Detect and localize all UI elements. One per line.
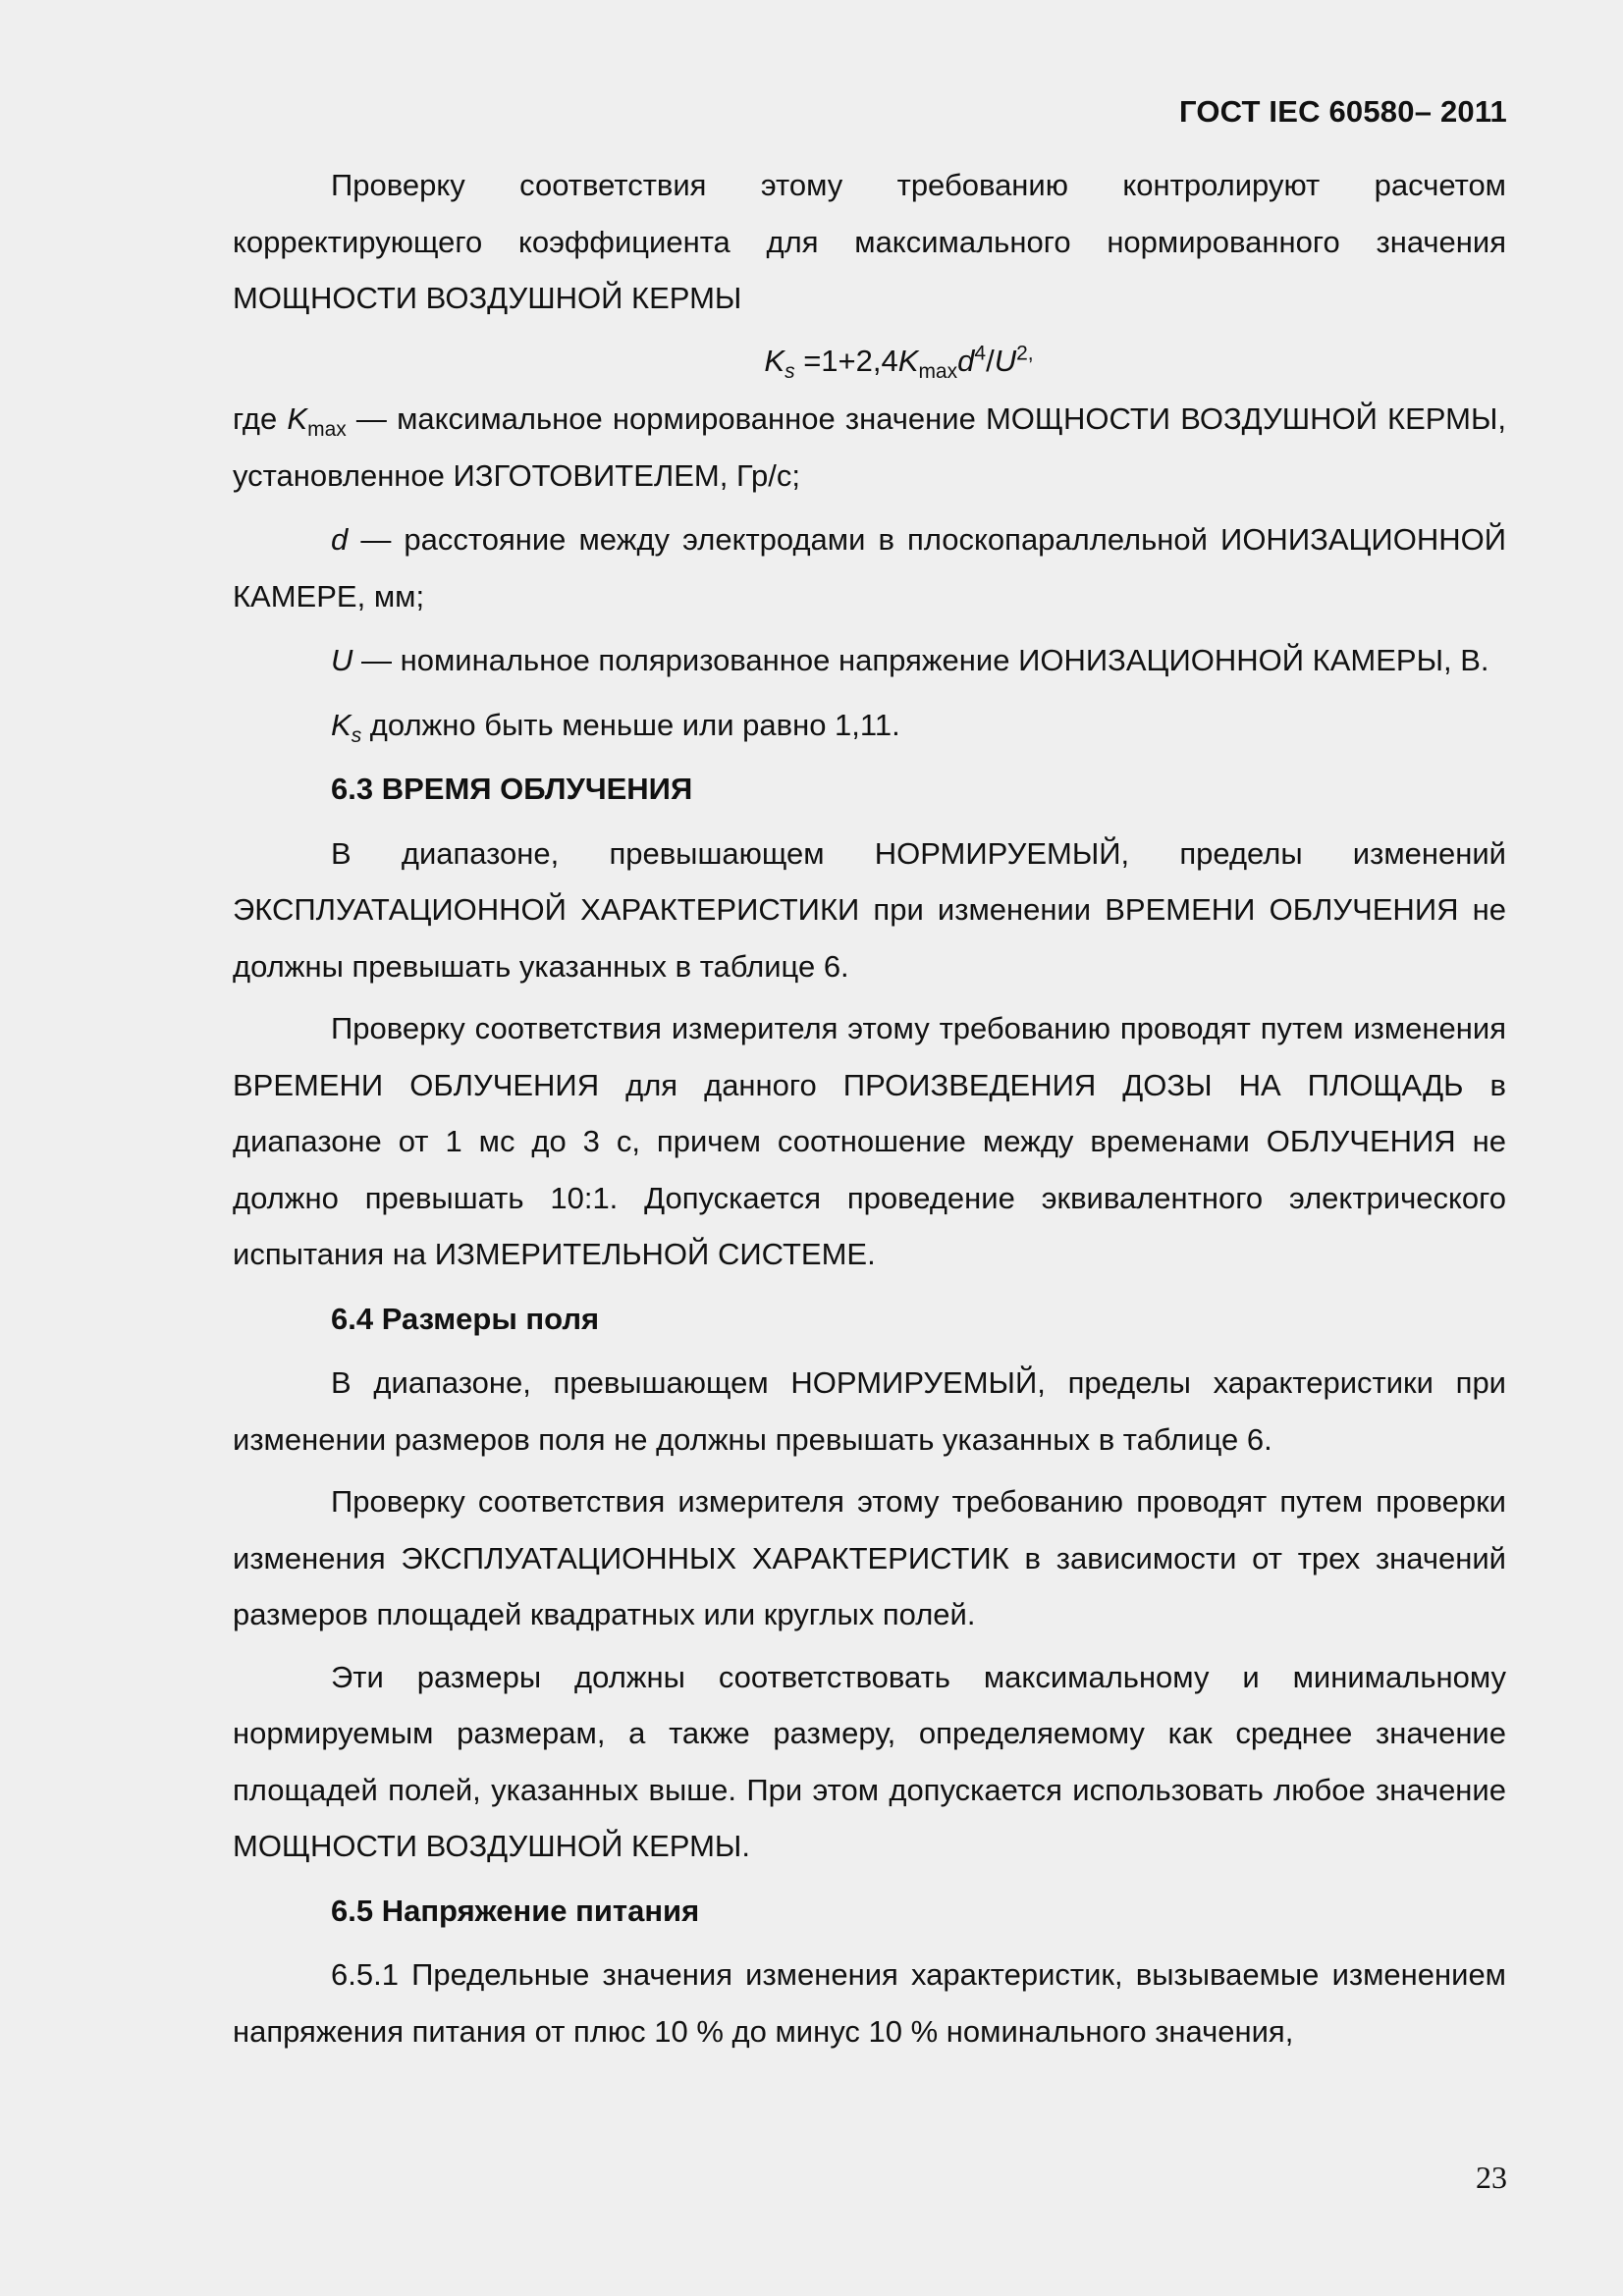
formula-kmax: K — [897, 343, 919, 378]
formula-u: U — [994, 343, 1017, 378]
correction-factor-formula — [233, 333, 1506, 390]
ks-condition: $K_s$ должно быть меньше или равно 1,11. — [331, 707, 900, 747]
paragraph-6-3-limits: В диапазоне, превышающем НОРМИРУЕМЫЙ, пределы изменений ЭКСПЛУАТАЦИОННОЙ ХАРАКТЕРИСТИКИ при изменении ВРЕМЕНИ ОБЛУЧЕНИЯ не должны превышать указанных в таблице 6. — [233, 835, 1506, 984]
formula-u-sup: 2, — [1016, 342, 1034, 365]
definition-d: d — расстояние между электродами в плоскопараллельной ИОНИЗАЦИОННОЙ КАМЕРЕ, мм; — [233, 522, 1506, 614]
page-number: 23 — [1476, 2160, 1507, 2195]
document-header: ГОСТ IEC 60580– 2011 — [1178, 94, 1507, 129]
formula-slash: / — [986, 343, 995, 378]
paragraph-6-5-1: 6.5.1 Предельные значения изменения характеристик, вызываемые изменением напряжения питания от плюс 10 % до минус 10 % номинального значения, — [233, 1957, 1506, 2049]
paragraph-6-4-verification: Проверку соответствия измерителя этому требованию проводят путем проверки изменения ЭКСПЛУАТАЦИОННЫХ ХАРАКТЕРИСТИК в зависимости от трех значений размеров площадей квадратных или круглых полей. — [233, 1484, 1506, 1631]
formula-ks-sub: s — [784, 359, 795, 383]
paragraph-6-4-limits: В диапазоне, превышающем НОРМИРУЕМЫЙ, пределы характеристики при изменении размеров поля не должны превышать указанных в таблице 6. — [233, 1365, 1506, 1457]
section-heading-6-5: 6.5 Напряжение питания — [331, 1893, 700, 1928]
formula-ks: K — [764, 343, 785, 378]
page-body — [233, 157, 1506, 2059]
definition-kmax: где $K_{max}$ — максимальное нормированное значение МОЩНОСТИ ВОЗДУШНОЙ КЕРМЫ, установленное ИЗГОТОВИТЕЛЕМ, Гр/с; — [233, 401, 1507, 493]
paragraph-verification-intro: Проверку соответствия этому требованию контролируют расчетом корректирующего коэффициента для максимального нормированного значения МОЩНОСТИ ВОЗДУШНОЙ КЕРМЫ — [233, 168, 1506, 315]
paragraph-6-3-verification: Проверку соответствия измерителя этому требованию проводят путем изменения ВРЕМЕНИ ОБЛУЧЕНИЯ для данного ПРОИЗВЕДЕНИЯ ДОЗЫ НА ПЛОЩАДЬ в диапазоне от 1 мс до 3 с, причем соотношение между временами ОБЛУЧЕНИЯ не должно превышать 10:1. Допускается проведение эквивалентного электрического испытания на ИЗМЕРИТЕЛЬНОЙ СИСТЕМЕ. — [233, 1011, 1506, 1271]
paragraph-6-4-sizes: Эти размеры должны соответствовать максимальному и минимальному нормируемым размерам, а также размеру, определяемому как среднее значение площадей полей, указанных выше. При этом допускается использовать любое значение МОЩНОСТИ ВОЗДУШНОЙ КЕРМЫ. — [233, 1659, 1506, 1863]
formula-d-sup: 4 — [974, 342, 987, 365]
formula-d: d — [957, 343, 975, 378]
section-heading-6-4: 6.4 Размеры поля — [331, 1301, 600, 1336]
definition-u: U — номинальное поляризованное напряжение ИОНИЗАЦИОННОЙ КАМЕРЫ, В. — [331, 643, 1489, 677]
formula-eq: =1+2,4 — [794, 343, 898, 378]
formula-kmax-sub: max — [918, 359, 958, 383]
section-heading-6-3: 6.3 ВРЕМЯ ОБЛУЧЕНИЯ — [331, 772, 693, 806]
